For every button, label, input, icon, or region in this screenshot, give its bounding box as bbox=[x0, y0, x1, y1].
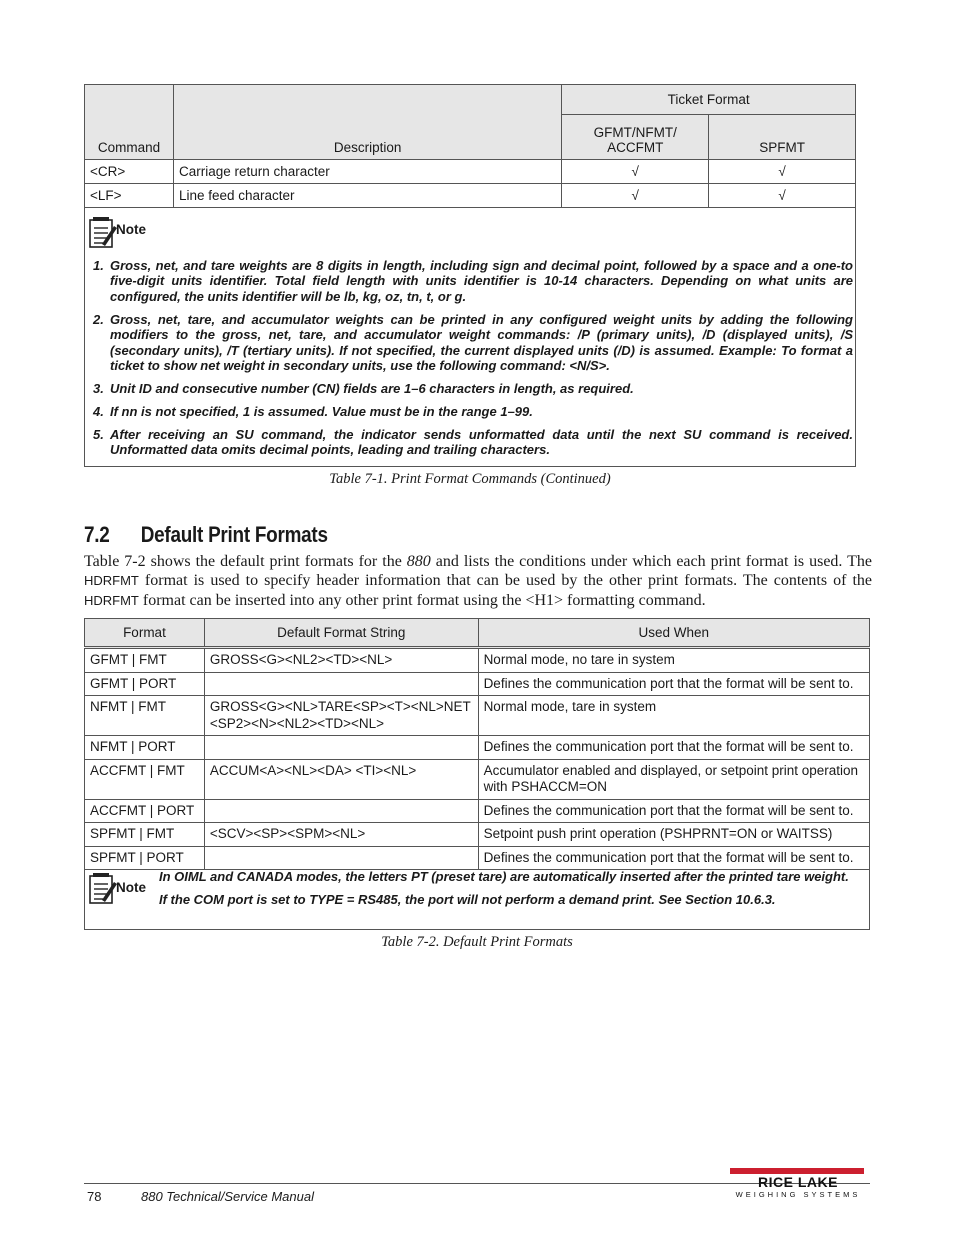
header-spfmt: SPFMT bbox=[709, 115, 856, 160]
section-heading bbox=[84, 522, 328, 548]
default-print-formats-table bbox=[84, 618, 870, 870]
format-cell: ACCFMT | PORT bbox=[85, 799, 205, 823]
note-line: In OIML and CANADA modes, the letters PT (preset tare) are automatically inserted after the printed tare weight. bbox=[159, 869, 849, 884]
format-string-cell bbox=[204, 799, 478, 823]
note-pad-icon bbox=[88, 216, 118, 250]
header-gfmt: GFMT/NFMT/ ACCFMT bbox=[562, 115, 709, 160]
format-cell: ACCFMT | FMT bbox=[85, 759, 205, 799]
note-item: 4. If nn is not specified, 1 is assumed. Value must be in the range 1–99. bbox=[93, 403, 533, 419]
format-cell: NFMT | FMT bbox=[85, 696, 205, 736]
table-row bbox=[85, 648, 870, 673]
format-cell: NFMT | PORT bbox=[85, 736, 205, 760]
used-when-cell: Defines the communication port that the format will be sent to. bbox=[478, 846, 869, 870]
table2-note-box bbox=[84, 866, 870, 930]
format-string-cell: GROSS<G><NL>TARE<SP><T><NL>NET <SP2><N><NL2><TD><NL> bbox=[204, 696, 478, 736]
table2-caption: Table 7-2. Default Print Formats bbox=[381, 934, 573, 950]
used-when-cell: Defines the communication port that the format will be sent to. bbox=[478, 672, 869, 696]
table1-caption: Table 7-1. Print Format Commands (Continued) bbox=[329, 471, 611, 487]
format-cell: SPFMT | FMT bbox=[85, 823, 205, 847]
note-badge bbox=[88, 216, 146, 250]
logo-brand: RICE LAKE bbox=[758, 1174, 838, 1190]
table-row bbox=[85, 759, 870, 799]
check-cell: √ bbox=[562, 160, 709, 184]
format-cell: GFMT | PORT bbox=[85, 672, 205, 696]
table-row bbox=[85, 160, 856, 184]
table1-notes-box bbox=[84, 208, 856, 467]
header-description: Description bbox=[173, 85, 561, 160]
table-row bbox=[85, 672, 870, 696]
section-number: 7.2 bbox=[84, 522, 110, 547]
section-title: Default Print Formats bbox=[140, 522, 328, 547]
logo-subtitle: WEIGHING SYSTEMS bbox=[735, 1190, 861, 1199]
print-format-commands-table bbox=[84, 84, 856, 208]
header-command: Command bbox=[85, 85, 174, 160]
note-item: 3. Unit ID and consecutive number (CN) fields are 1–6 characters in length, as required. bbox=[93, 380, 634, 396]
header-format: Format bbox=[85, 619, 205, 648]
description-cell: Line feed character bbox=[173, 184, 561, 208]
rice-lake-logo bbox=[728, 1168, 868, 1200]
used-when-cell: Defines the communication port that the format will be sent to. bbox=[478, 736, 869, 760]
format-string-cell: GROSS<G><NL2><TD><NL> bbox=[204, 648, 478, 673]
check-cell: √ bbox=[562, 184, 709, 208]
used-when-cell: Normal mode, tare in system bbox=[478, 696, 869, 736]
command-cell: <LF> bbox=[85, 184, 174, 208]
used-when-cell: Defines the communication port that the format will be sent to. bbox=[478, 799, 869, 823]
check-cell: √ bbox=[709, 160, 856, 184]
format-string-cell: ACCUM<A><NL><DA> <TI><NL> bbox=[204, 759, 478, 799]
note-label: Note bbox=[116, 221, 146, 237]
used-when-cell: Accumulator enabled and displayed, or setpoint print operation with PSHACCM=ON bbox=[478, 759, 869, 799]
table-row bbox=[85, 823, 870, 847]
header-default-format-string: Default Format String bbox=[204, 619, 478, 648]
table-row bbox=[85, 696, 870, 736]
notes-list bbox=[93, 258, 853, 465]
note-item: 2. Gross, net, tare, and accumulator weights can be printed in any configured weight units by adding the following modifiers to the gross, net, tare, and accumulator weight commands: /P (primary units), /D (displayed units), /S (secondary units), /T (tertiary units). If not specified, the current displayed units (/D) is assumed. Example: To format a ticket to show net weight in secondary units, use the following command: <N/S>. bbox=[93, 311, 853, 373]
format-string-cell: <SCV><SP><SPM><NL> bbox=[204, 823, 478, 847]
note-pad-icon bbox=[88, 872, 118, 906]
used-when-cell: Setpoint push print operation (PSHPRNT=ON or WAITSS) bbox=[478, 823, 869, 847]
format-string-cell bbox=[204, 736, 478, 760]
format-cell: GFMT | FMT bbox=[85, 648, 205, 673]
manual-title: 880 Technical/Service Manual bbox=[141, 1189, 314, 1204]
page-number: 78 bbox=[87, 1189, 102, 1204]
format-cell: SPFMT | PORT bbox=[85, 846, 205, 870]
note-item: 1. Gross, net, and tare weights are 8 digits in length, including sign and decimal point, followed by a space and a one-to five-digit units identifier. Total field length with units identifier is 10-14 characters. Depending on what units are configured, the units identifier will be lb, kg, oz, tn, t, or g. bbox=[93, 258, 853, 304]
table-row bbox=[85, 799, 870, 823]
check-cell: √ bbox=[709, 184, 856, 208]
command-cell: <CR> bbox=[85, 160, 174, 184]
header-used-when: Used When bbox=[478, 619, 869, 648]
note-line: If the COM port is set to TYPE = RS485, the port will not perform a demand print. See Section 10.6.3. bbox=[159, 891, 776, 907]
note-badge bbox=[88, 872, 146, 906]
used-when-cell: Normal mode, no tare in system bbox=[478, 648, 869, 673]
header-ticket-format: Ticket Format bbox=[562, 85, 856, 115]
section-paragraph: Table 7-2 shows the default print formats for the 880 and lists the conditions under which each print format is used. The HDRFMT format is used to specify header information that can be used by the other print formats. The contents of the HDRFMT format can be inserted into any other print format using the <H1> formatting command. bbox=[84, 553, 873, 609]
description-cell: Carriage return character bbox=[173, 160, 561, 184]
note-label: Note bbox=[116, 879, 146, 895]
table-row bbox=[85, 736, 870, 760]
format-string-cell bbox=[204, 672, 478, 696]
note-text bbox=[159, 869, 867, 914]
note-item: 5. After receiving an SU command, the indicator sends unformatted data until the next SU command is received. Unformatted data omits decimal points, leading and trailing characters. bbox=[93, 426, 853, 458]
table-row bbox=[85, 184, 856, 208]
